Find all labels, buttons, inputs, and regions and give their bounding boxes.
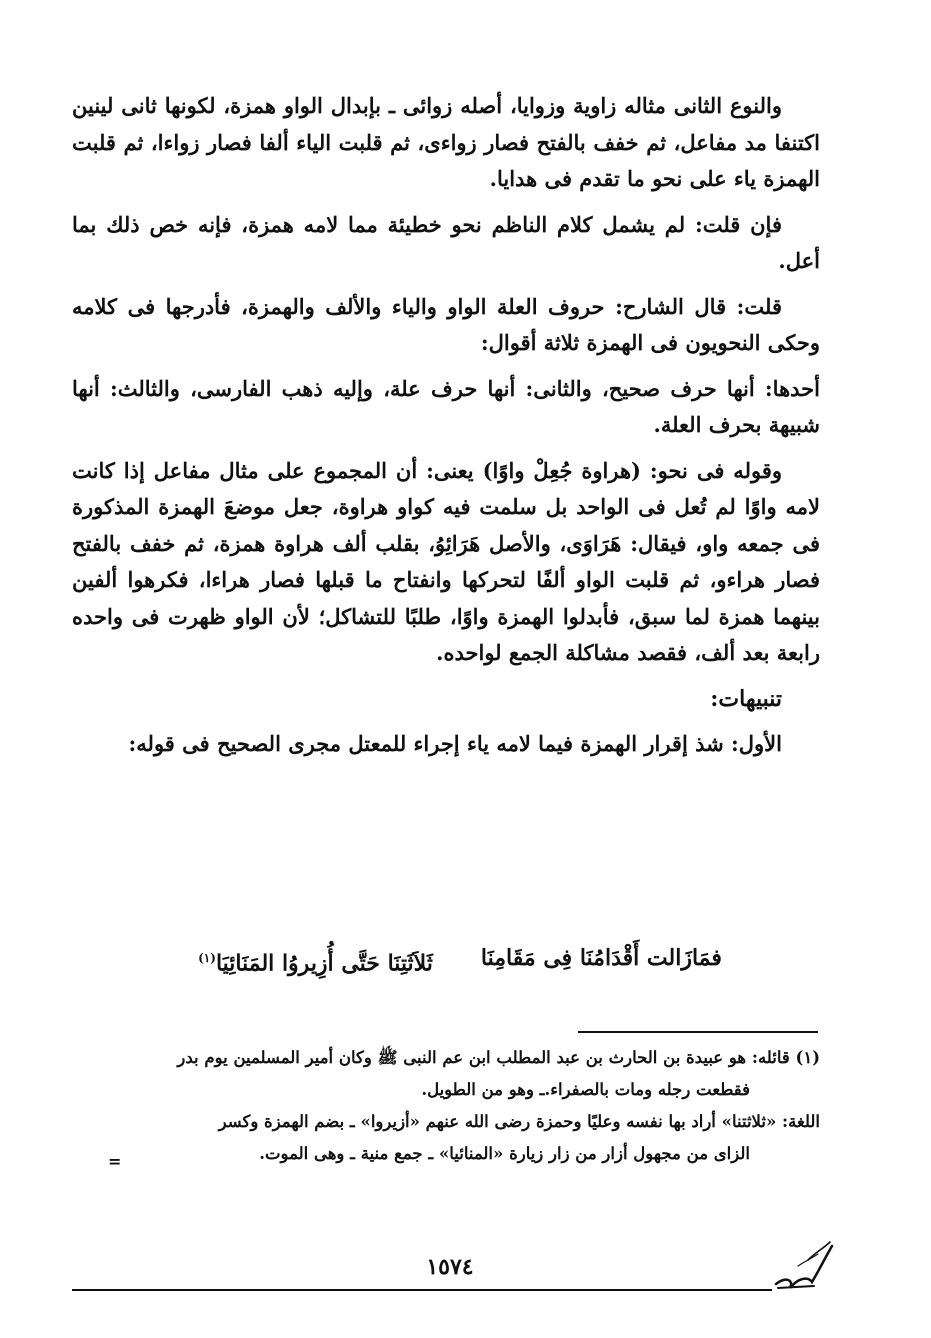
bottom-divider (72, 1289, 772, 1291)
notes-heading: تنبيهات: (710, 685, 782, 712)
first-note: الأول: شذ إقرار الهمزة فيما لامه ياء إجراء للمعتل مجرى الصحيح فى قوله: (128, 731, 782, 756)
verse-first-hemistich: فمَازَالت أَقْدَامُنَا فِى مَقَامِنَا (480, 945, 722, 971)
poetry-verse (120, 938, 800, 983)
main-text (72, 88, 820, 772)
footnotes (72, 1044, 820, 1172)
signature-icon (768, 1236, 838, 1296)
page-number: ١٥٧٤ (426, 1254, 474, 1280)
footnote-line: فقطعت رجله ومات بالصفراء.ـ وهو من الطويل. (421, 1080, 750, 1099)
footnote-line: اللغة: «ثلاثتنا» أراد بها نفسه وعليًا وحمزة رضى الله عنهم «أزيروا» ـ بضم الهمزة وكسر (218, 1112, 820, 1131)
footnote-marker: (١) (198, 951, 216, 965)
paragraph-reply: قلت: قال الشارح: حروف العلة الواو والياء والألف والهمزة، فأدرجها فى كلامه وحكى النحويون فى الهمزة ثلاثة أقوال: (72, 293, 820, 355)
paragraph-second-type: والنوع الثانى مثاله زاوية وزوايا، أصله زوائى ـ بإبدال الواو همزة، لكونها ثانى لينين اكتنفا مد مفاعل، ثم خفف بالفتح فصار زواءى، ثم قلبت الياء ألفا فصار زواءا، ثم قلبت الهمزة ياء على نحو ما تقدم فى هدايا. (72, 93, 820, 191)
footnote-divider (578, 1031, 818, 1033)
continuation-mark: = (108, 1152, 122, 1171)
paragraph-hirawa: وقوله فى نحو: (هراوة جُعِلْ واوًا) يعنى: أن المجموع على مثال مفاعل إذا كانت لامه واوًا لم تُعل فى الواحد بل سلمت فيه كواو هراوة، جعل موضعَ الهمزة المذكورة فى جمعه واو، فيقال: هَرَاوَى، والأصل هَرَائِوُ، بقلب ألف هراوة همزة، ثم خفف بالفتح فصار هراءو، ثم قلبت الواو ألفًا لتحركها وانفتاح ما قبلها فصار هراءا، فكرهوا ألفين بينهما همزة لما سبق، فأبدلوا الهمزة واوًا، طلبًا للتشاكل؛ لأن الواو ظهرت فى واحده رابعة بعد ألف، فقصد مشاكلة الجمع لواحده. (72, 457, 820, 665)
footnote-line: الزاى من مجهول أزار من زار زيارة «المنائيا» ـ جمع منية ـ وهى الموت. (259, 1144, 750, 1163)
paragraph-three-opinions: أحدها: أنها حرف صحيح، والثانى: أنها حرف علة، وإليه ذهب الفارسى، والثالث: أنها شبيهة بحرف العلة. (72, 375, 820, 437)
verse-second-hemistich: ثَلاَثَتِنَا حَتَّى أُزِيروُا المَنَائِيَا$^{(١)}$ (198, 950, 433, 977)
footnote-line: (١) قائله: هو عبيدة بن الحارث بن عبد المطلب ابن عم النبى ﷺ وكان أمير المسلمين يوم بدر (177, 1048, 820, 1067)
paragraph-objection: فإن قلت: لم يشمل كلام الناظم نحو خطيئة مما لامه همزة، فإنه خص ذلك بما أعل. (72, 211, 820, 273)
